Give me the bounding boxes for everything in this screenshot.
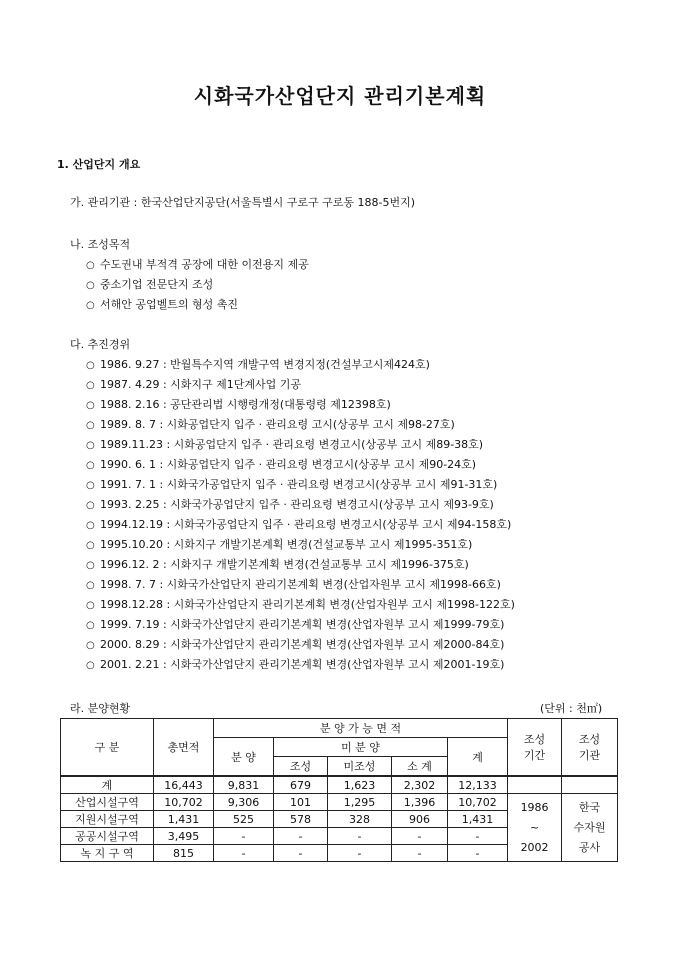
cell-built: 679 bbox=[274, 776, 328, 794]
cell-built: - bbox=[274, 828, 328, 845]
cell-sum: 1,431 bbox=[448, 811, 508, 828]
page-title: 시화국가산업단지 관리기본계획 bbox=[193, 84, 487, 108]
bullet-icon: ○ bbox=[86, 400, 95, 411]
row-name: 녹 지 구 역 bbox=[61, 845, 154, 862]
history-item: ○ 1996.12. 2 : 시화지구 개발기본계획 변경(건설교통부 고시 제1996-375호) bbox=[86, 558, 469, 571]
bullet-icon: ○ bbox=[86, 540, 95, 551]
history-item: ○ 1998.12.28 : 시화국가산업단지 관리기본계획 변경(산업자원부 고시 제1998-122호) bbox=[86, 598, 515, 611]
history-item: ○ 1995.10.20 : 시화지구 개발기본계획 변경(건설교통부 고시 제1995-351호) bbox=[86, 538, 473, 551]
cell-subtotal: 1,396 bbox=[392, 794, 448, 811]
history-item: ○ 1994.12.19 : 시화국가공업단지 입주 · 관리요령 변경고시(상공부 고시 제94-158호) bbox=[86, 518, 512, 531]
bullet-icon: ○ bbox=[86, 600, 95, 611]
purpose-item: ○ 중소기업 전문단지 조성 bbox=[86, 278, 214, 291]
row-name: 계 bbox=[61, 776, 154, 794]
bullet-icon: ○ bbox=[86, 560, 95, 571]
history-heading: 다. 추진경위 bbox=[70, 338, 131, 351]
cell-built: 101 bbox=[274, 794, 328, 811]
section-heading: 1. 산업단지 개요 bbox=[57, 158, 141, 171]
purpose-heading: 나. 조성목적 bbox=[70, 238, 131, 251]
cell-total: 1,431 bbox=[154, 811, 214, 828]
bullet-icon: ○ bbox=[86, 380, 95, 391]
history-item: ○ 1989.11.23 : 시화공업단지 입주 · 관리요령 변경고시(상공부 고시 제89-38호) bbox=[86, 438, 484, 451]
history-item: ○ 1990. 6. 1 : 시화공업단지 입주 · 관리요령 변경고시(상공부 고시 제90-24호) bbox=[86, 458, 477, 471]
cell-sold: - bbox=[214, 845, 274, 862]
header-category: 구 분 bbox=[61, 719, 154, 777]
cell-unbuilt: - bbox=[328, 828, 392, 845]
cell-sum: 10,702 bbox=[448, 794, 508, 811]
history-item: ○ 1991. 7. 1 : 시화국가공업단지 입주 · 관리요령 변경고시(상공부 고시 제91-31호) bbox=[86, 478, 498, 491]
bullet-icon: ○ bbox=[86, 280, 95, 291]
bullet-icon: ○ bbox=[86, 620, 95, 631]
cell-built: - bbox=[274, 845, 328, 862]
cell-unbuilt: 328 bbox=[328, 811, 392, 828]
history-item: ○ 1987. 4.29 : 시화지구 제1단계사업 기공 bbox=[86, 378, 302, 391]
cell-built: 578 bbox=[274, 811, 328, 828]
history-item: ○ 1993. 2.25 : 시화국가공업단지 입주 · 관리요령 변경고시(상공부 고시 제93-9호) bbox=[86, 498, 494, 511]
header-available-area: 분 양 가 능 면 적 bbox=[214, 719, 508, 738]
cell-unbuilt: 1,623 bbox=[328, 776, 392, 794]
cell-subtotal: - bbox=[392, 828, 448, 845]
period-start: 1986 bbox=[520, 800, 549, 814]
period-sep: ~ bbox=[529, 820, 540, 834]
cell-unbuilt: - bbox=[328, 845, 392, 862]
bullet-icon: ○ bbox=[86, 500, 95, 511]
row-name: 지원시설구역 bbox=[61, 811, 154, 828]
history-item: ○ 1999. 7.19 : 시화국가산업단지 관리기본계획 변경(산업자원부 고시 제1999-79호) bbox=[86, 618, 505, 631]
cell-sum: 12,133 bbox=[448, 776, 508, 794]
history-item: ○ 1998. 7. 7 : 시화국가산업단지 관리기본계획 변경(산업자원부 고시 제1998-66호) bbox=[86, 578, 501, 591]
cell-agency: 한국 수자원 공사 bbox=[562, 794, 618, 862]
header-subtotal: 소 계 bbox=[392, 757, 448, 777]
header-total-area: 총면적 bbox=[154, 719, 214, 777]
sales-status-table bbox=[60, 718, 618, 862]
bullet-icon: ○ bbox=[86, 300, 95, 311]
sales-heading: 라. 분양현황 bbox=[70, 702, 131, 715]
history-item: ○ 1988. 2.16 : 공단관리법 시행령개정(대통령령 제12398호) bbox=[86, 398, 391, 411]
cell-subtotal: 2,302 bbox=[392, 776, 448, 794]
header-agency: 조성 기관 bbox=[562, 719, 618, 777]
history-item: ○ 1986. 9.27 : 반월특수지역 개발구역 변경지정(건설부고시제424호) bbox=[86, 358, 430, 371]
bullet-icon: ○ bbox=[86, 260, 95, 271]
bullet-icon: ○ bbox=[86, 640, 95, 651]
cell-total: 16,443 bbox=[154, 776, 214, 794]
cell-subtotal: - bbox=[392, 845, 448, 862]
cell-total: 3,495 bbox=[154, 828, 214, 845]
bullet-icon: ○ bbox=[86, 480, 95, 491]
bullet-icon: ○ bbox=[86, 440, 95, 451]
history-item: ○ 2001. 2.21 : 시화국가산업단지 관리기본계획 변경(산업자원부 고시 제2001-19호) bbox=[86, 658, 505, 671]
bullet-icon: ○ bbox=[86, 660, 95, 671]
period-end: 2002 bbox=[520, 840, 549, 854]
cell-period-blank bbox=[508, 776, 562, 794]
cell-sold: - bbox=[214, 828, 274, 845]
cell-sold: 9,306 bbox=[214, 794, 274, 811]
purpose-item: ○ 서해안 공업벨트의 형성 촉진 bbox=[86, 298, 239, 311]
cell-agency-blank bbox=[562, 776, 618, 794]
row-name: 공공시설구역 bbox=[61, 828, 154, 845]
cell-sum: - bbox=[448, 845, 508, 862]
row-name: 산업시설구역 bbox=[61, 794, 154, 811]
cell-total: 815 bbox=[154, 845, 214, 862]
bullet-icon: ○ bbox=[86, 580, 95, 591]
cell-total: 10,702 bbox=[154, 794, 214, 811]
bullet-icon: ○ bbox=[86, 460, 95, 471]
bullet-icon: ○ bbox=[86, 360, 95, 371]
cell-sold: 525 bbox=[214, 811, 274, 828]
cell-period bbox=[508, 794, 562, 862]
cell-subtotal: 906 bbox=[392, 811, 448, 828]
bullet-icon: ○ bbox=[86, 420, 95, 431]
header-unsold: 미 분 양 bbox=[274, 738, 448, 757]
purpose-item: ○ 수도권내 부적격 공장에 대한 이전용지 제공 bbox=[86, 258, 309, 271]
header-sum: 계 bbox=[448, 738, 508, 777]
history-item: ○ 1989. 8. 7 : 시화공업단지 입주 · 관리요령 고시(상공부 고시 제98-27호) bbox=[86, 418, 455, 431]
unit-label: (단위 : 천㎡) bbox=[540, 702, 603, 715]
header-built: 조성 bbox=[274, 757, 328, 777]
header-sold: 분 양 bbox=[214, 738, 274, 777]
bullet-icon: ○ bbox=[86, 520, 95, 531]
table-row bbox=[61, 794, 618, 811]
header-unbuilt: 미조성 bbox=[328, 757, 392, 777]
history-item: ○ 2000. 8.29 : 시화국가산업단지 관리기본계획 변경(산업자원부 고시 제2000-84호) bbox=[86, 638, 505, 651]
cell-unbuilt: 1,295 bbox=[328, 794, 392, 811]
header-period: 조성 기간 bbox=[508, 719, 562, 777]
cell-sold: 9,831 bbox=[214, 776, 274, 794]
cell-sum: - bbox=[448, 828, 508, 845]
managing-agency: 가. 관리기관 : 한국산업단지공단(서울특별시 구로구 구로동 188-5번지) bbox=[70, 196, 416, 209]
table-row bbox=[61, 776, 618, 794]
